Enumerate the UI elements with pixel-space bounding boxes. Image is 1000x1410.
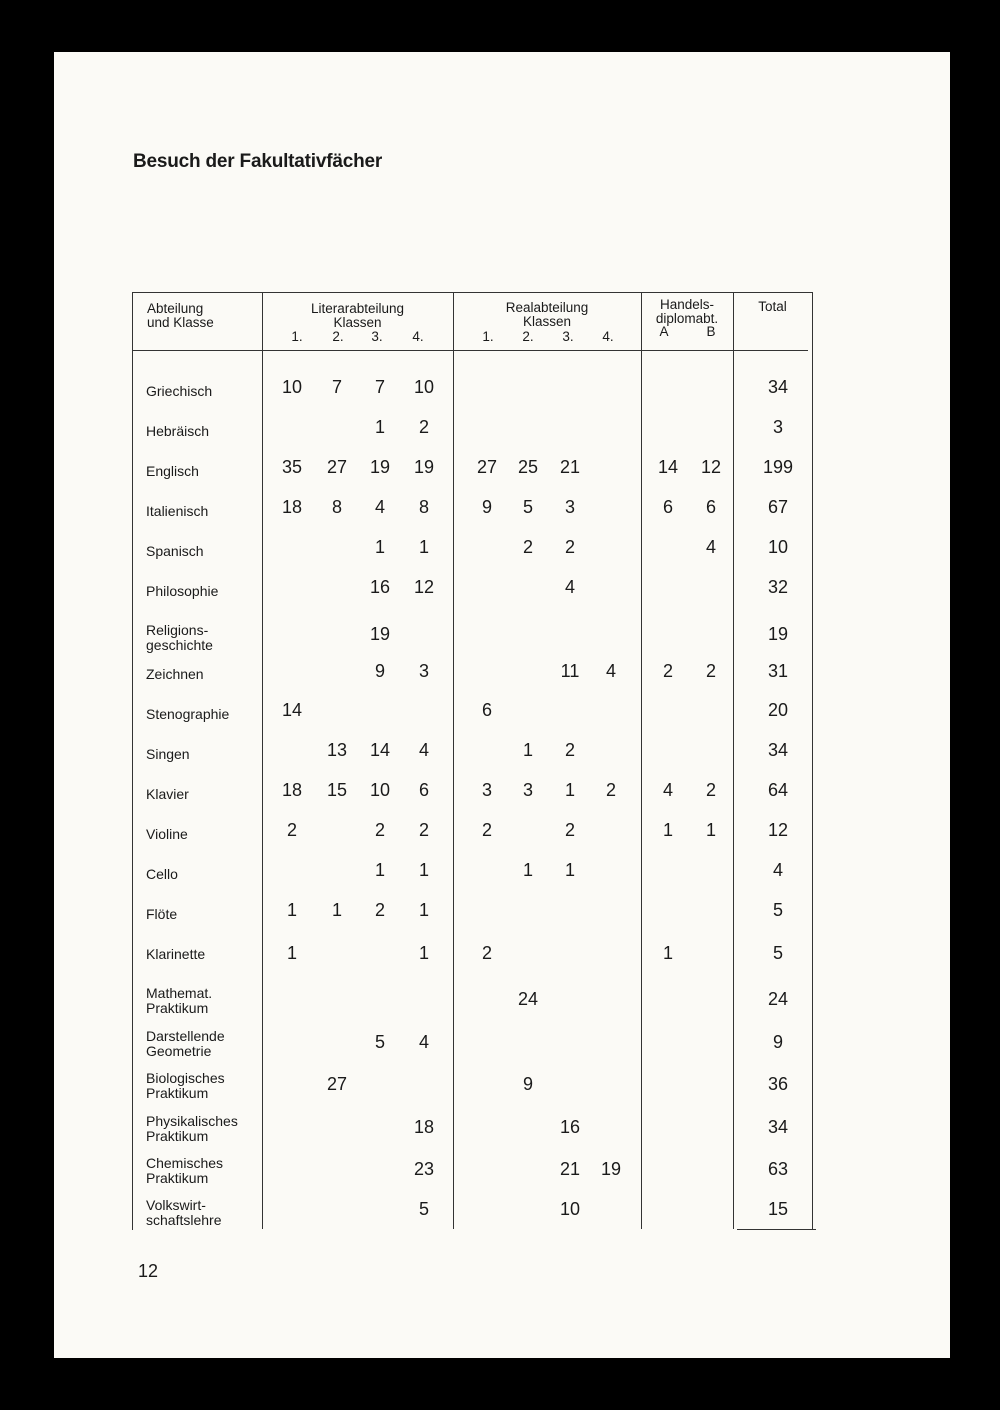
subject-label: Spanisch (146, 543, 204, 559)
literar-cell: 2 (418, 417, 429, 437)
literar-cell: 5 (418, 1199, 429, 1219)
literar-cell: 1 (418, 943, 429, 963)
subject-label: Cello (146, 866, 178, 882)
literar-cell: 1 (374, 417, 385, 437)
real-cell: 2 (605, 780, 616, 800)
literar-cell: 2 (374, 900, 385, 920)
handels-cell: 12 (700, 457, 722, 477)
literar-cell: 3 (418, 661, 429, 681)
total-cell: 9 (772, 1032, 783, 1052)
handels-class-label: A (659, 324, 669, 339)
total-cell: 36 (767, 1074, 789, 1094)
handels-cell: 2 (662, 661, 673, 681)
real-cell: 1 (522, 740, 533, 760)
handels-cell: 1 (662, 943, 673, 963)
table-left-rule (132, 292, 133, 1230)
literar-cell: 2 (418, 820, 429, 840)
literar-cell: 18 (281, 497, 303, 517)
total-cell: 19 (767, 624, 789, 644)
literar-cell: 4 (374, 497, 385, 517)
total-cell: 199 (762, 457, 794, 477)
literar-cell: 19 (369, 624, 391, 644)
literar-cell: 35 (281, 457, 303, 477)
literar-cell: 27 (326, 1074, 348, 1094)
subject-label: Biologisches Praktikum (146, 1070, 225, 1101)
real-cell: 19 (600, 1159, 622, 1179)
page-title: Besuch der Fakultativfächer (133, 151, 383, 172)
literar-cell: 7 (374, 377, 385, 397)
real-cell: 2 (564, 820, 575, 840)
real-cell: 24 (517, 989, 539, 1009)
literar-class-label: 2. (332, 329, 344, 344)
literar-cell: 8 (418, 497, 429, 517)
handels-cell: 1 (705, 820, 716, 840)
real-cell: 5 (522, 497, 533, 517)
literar-cell: 18 (413, 1117, 435, 1137)
literar-cell: 23 (413, 1159, 435, 1179)
header-handels: Handels- diplomabt. (655, 297, 719, 326)
real-cell: 3 (481, 780, 492, 800)
subject-label: Mathemat. Praktikum (146, 985, 213, 1016)
real-cell: 6 (481, 700, 492, 720)
literar-cell: 1 (331, 900, 342, 920)
subject-label: Klavier (146, 786, 189, 802)
real-cell: 4 (564, 577, 575, 597)
real-cell: 27 (476, 457, 498, 477)
total-cell: 12 (767, 820, 789, 840)
literar-cell: 10 (369, 780, 391, 800)
literar-cell: 13 (326, 740, 348, 760)
real-class-label: 2. (522, 329, 534, 344)
real-cell: 2 (564, 537, 575, 557)
subject-label: Hebräisch (146, 423, 210, 439)
handels-cell: 14 (657, 457, 679, 477)
handels-cell: 4 (662, 780, 673, 800)
literar-cell: 15 (326, 780, 348, 800)
real-cell: 25 (517, 457, 539, 477)
total-cell: 15 (767, 1199, 789, 1219)
handels-cell: 1 (662, 820, 673, 840)
col-rule-real (453, 292, 454, 1229)
subject-label: Chemisches Praktikum (146, 1155, 224, 1186)
real-cell: 9 (481, 497, 492, 517)
handels-cell: 6 (662, 497, 673, 517)
literar-cell: 19 (413, 457, 435, 477)
literar-cell: 4 (418, 740, 429, 760)
literar-cell: 2 (374, 820, 385, 840)
subject-label: Englisch (146, 463, 199, 479)
total-cell: 34 (767, 740, 789, 760)
subject-label: Italienisch (146, 503, 209, 519)
subject-label: Darstellende Geometrie (146, 1028, 225, 1059)
literar-cell: 1 (374, 537, 385, 557)
subject-label: Stenographie (146, 706, 230, 722)
subject-label: Violine (146, 826, 188, 842)
real-cell: 2 (481, 943, 492, 963)
total-cell: 63 (767, 1159, 789, 1179)
subject-label: Flöte (146, 906, 178, 922)
header-abteilung: Abteilung und Klasse (147, 301, 214, 330)
subject-label: Zeichnen (146, 666, 204, 682)
real-cell: 21 (559, 457, 581, 477)
literar-cell: 1 (374, 860, 385, 880)
table-right-rule (812, 292, 813, 1229)
subject-label: Philosophie (146, 583, 219, 599)
real-cell: 16 (559, 1117, 581, 1137)
total-cell: 64 (767, 780, 789, 800)
real-class-label: 4. (602, 329, 614, 344)
subject-label: Griechisch (146, 383, 213, 399)
literar-cell: 1 (286, 943, 297, 963)
table-top-rule (132, 292, 812, 293)
literar-cell: 1 (286, 900, 297, 920)
literar-cell: 16 (369, 577, 391, 597)
col-rule-literar (262, 292, 263, 1229)
real-cell: 3 (522, 780, 533, 800)
total-cell: 5 (772, 900, 783, 920)
col-rule-handels (641, 292, 642, 1229)
total-cell: 32 (767, 577, 789, 597)
literar-cell: 8 (331, 497, 342, 517)
real-cell: 9 (522, 1074, 533, 1094)
literar-cell: 27 (326, 457, 348, 477)
total-cell: 34 (767, 377, 789, 397)
real-class-label: 1. (482, 329, 494, 344)
real-cell: 1 (564, 780, 575, 800)
real-class-label: 3. (562, 329, 574, 344)
page-number: 12 (138, 1261, 159, 1281)
literar-cell: 1 (418, 860, 429, 880)
total-cell: 67 (767, 497, 789, 517)
literar-cell: 18 (281, 780, 303, 800)
total-cell: 3 (772, 417, 783, 437)
total-cell: 34 (767, 1117, 789, 1137)
total-cell: 24 (767, 989, 789, 1009)
total-cell: 4 (772, 860, 783, 880)
real-cell: 2 (564, 740, 575, 760)
literar-cell: 14 (281, 700, 303, 720)
real-cell: 2 (522, 537, 533, 557)
table-bottom-rule (737, 1229, 816, 1230)
subject-label: Volkswirt- schaftslehre (146, 1197, 222, 1228)
literar-cell: 14 (369, 740, 391, 760)
handels-class-label: B (706, 324, 716, 339)
header-bottom-rule (132, 350, 808, 351)
total-cell: 20 (767, 700, 789, 720)
handels-cell: 6 (705, 497, 716, 517)
subject-label: Religions- geschichte (146, 622, 213, 653)
literar-cell: 1 (418, 900, 429, 920)
subject-label: Singen (146, 746, 190, 762)
literar-cell: 19 (369, 457, 391, 477)
real-cell: 11 (560, 661, 580, 681)
literar-cell: 1 (418, 537, 429, 557)
literar-cell: 9 (374, 661, 385, 681)
literar-cell: 10 (413, 377, 435, 397)
real-cell: 21 (559, 1159, 581, 1179)
handels-cell: 4 (705, 537, 716, 557)
real-cell: 3 (564, 497, 575, 517)
literar-cell: 10 (281, 377, 303, 397)
literar-cell: 7 (331, 377, 342, 397)
header-total: Total (758, 299, 787, 314)
subject-label: Klarinette (146, 946, 206, 962)
literar-class-label: 4. (412, 329, 424, 344)
real-cell: 10 (559, 1199, 581, 1219)
subject-label: Physikalisches Praktikum (146, 1113, 238, 1144)
real-cell: 4 (605, 661, 616, 681)
total-cell: 31 (767, 661, 789, 681)
literar-class-label: 3. (371, 329, 383, 344)
header-real: Realabteilung Klassen (505, 300, 589, 329)
real-cell: 1 (564, 860, 575, 880)
handels-cell: 2 (705, 661, 716, 681)
literar-cell: 2 (286, 820, 297, 840)
total-cell: 5 (772, 943, 783, 963)
literar-class-label: 1. (291, 329, 303, 344)
real-cell: 1 (522, 860, 533, 880)
literar-cell: 5 (374, 1032, 385, 1052)
literar-cell: 6 (418, 780, 429, 800)
total-cell: 10 (767, 537, 789, 557)
literar-cell: 4 (418, 1032, 429, 1052)
real-cell: 2 (481, 820, 492, 840)
handels-cell: 2 (705, 780, 716, 800)
header-literar: Literarabteilung Klassen (310, 301, 405, 330)
col-rule-total (733, 292, 734, 1229)
literar-cell: 12 (413, 577, 435, 597)
